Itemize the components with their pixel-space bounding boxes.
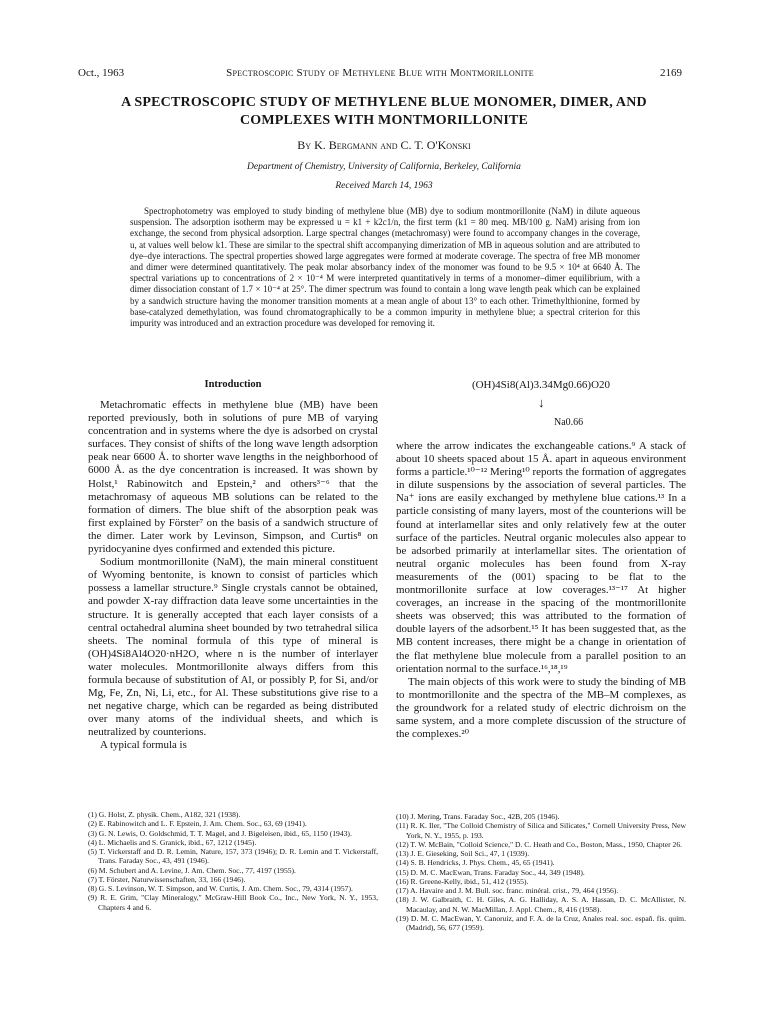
- author-affiliation: Department of Chemistry, University of California, Berkeley, California: [247, 162, 521, 172]
- reference-item: (10) J. Mering, Trans. Faraday Soc., 42B, 205 (1946).: [396, 812, 560, 821]
- running-head: [78, 66, 682, 80]
- right-column: [396, 378, 686, 741]
- abstract: Spectrophotometry was employed to study binding of methylene blue (MB) dye to sodium montmorillonite (NaM) in dilute aqueous suspension. The adsorption isotherm may be expressed u = k1 + k2c1/n, the first term (k1 = 80 meq. MB/100 g. NaM) arising from ion exchange, the second from physical adsorption. Large spectral changes (metachromasy) were found to accompany changes in the coverage, u, at values well below k1. These are similar to the spectral shift accompanying dimerization of MB in aqueous solution and are attributed to dye–dye interactions. The spectral properties showed large aggregates were formed at moderate coverage. The spectra of free MB monomer and dimer were determined quantitatively. The peak molar absorbancy index of the monomer was found to be 9.5 × 10⁴ at 6640 Å. The spectral variations up to concentrations of 2 × 10⁻⁴ M were interpreted quantitatively in terms of a monomer–dimer equilibrium, with a dimer dissociation constant of 1.7 × 10⁻⁴ at 25°. The dimer spectrum was found to contain a long wave length peak which can be explained by a sandwich structure having the monomer transition moments at a mean angle of about 13° to each other. Trimethylthionine, formed by base-catalyzed demethylation, was found chromatographically to be a common impurity in methylene blue; a spectral criterion for this impurity was introduced and an extraction procedure was developed for removing it.: [130, 206, 640, 329]
- reference-item: (15) D. M. C. MacEwan, Trans. Faraday Soc., 44, 349 (1948).: [396, 867, 585, 877]
- reference-item: (12) T. W. McBain, "Colloid Science," D. C. Heath and Co., Boston, Mass., 1950, Chapter 26.: [396, 839, 683, 849]
- issue-date: Oct., 1963: [78, 67, 125, 79]
- body-paragraph: Metachromatic effects in methylene blue (MB) have been reported previously, both in solutions of pure MB of varying concentration and in systems where the dye is adsorbed on crystal surfaces. They consist of shifts of the long wave length adsorption peak near 6600 Å. to shorter wave lengths in the neighborhood of 6000 Å. as the dye concentration is increased. It was shown by Holst,¹ Rabinowitch and Epstein,² and others³⁻⁶ that the metachromasy of aqueous MB solutions can be related to the formation of dimers. The blue shift of the absorption peak was first explained by Förster⁷ on the basis of a sandwich structure of the dimer. Later work by Levinson, Simpson, and Curtis⁸ on pyridocyanine dyes confirmed and extended this picture.: [88, 399, 378, 556]
- reference-item: (13) J. E. Gieseking, Soil Sci., 47, 1 (1939).: [396, 849, 530, 858]
- reference-item: (7) T. Förster, Naturwissenschaften, 33, 166 (1946).: [88, 874, 246, 884]
- section-heading: Introduction: [204, 379, 262, 390]
- reference-item: (19) D. M. C. MacEwan, Y. Canoruiz, and F. A. de la Cruz, Anales real. soc. españ. fís. quím. (Madrid), 56, 677 (1959).: [396, 913, 686, 932]
- reference-item: (18) J. W. Galbraith, C. H. Giles, A. G. Halliday, A. S. A. Hassan, D. C. McAllister, N. Macaulay, and N. W. MacMillan, J. Appl. Chem., 8, 416 (1958).: [396, 895, 686, 914]
- received-date: Received March 14, 1963: [335, 181, 433, 191]
- reference-item: (11) R. K. Iler, "The Colloid Chemistry of Silica and Silicates," Cornell University Press, New York, N. Y., 1955, p. 193.: [396, 821, 686, 840]
- article-title: A SPECTROSCOPIC STUDY OF METHYLENE BLUE MONOMER, DIMER, AND COMPLEXES WITH MONTMORILLONITE: [121, 95, 647, 128]
- reference-item: (14) S. B. Hendricks, J. Phys. Chem., 45, 65 (1941).: [396, 858, 555, 868]
- down-arrow-icon: ↓: [538, 395, 545, 410]
- running-title: Spectroscopic Study of Methylene Blue with Montmorillonite: [226, 67, 534, 79]
- body-paragraph: where the arrow indicates the exchangeable cations.⁹ A stack of about 10 sheets spaced about 15 Å. apart in aqueous environment forms a particle.¹⁰⁻¹² Mering¹⁰ reports the formation of aggregates in dilute suspensions by the association of several particles. The Na⁺ ions are easily exchanged by methylene blue cations.¹³ In a particle consisting of many layers, most of the counterions will be found at interlamellar sites and only relatively few at the outer surface of the particles. Neutral organic molecules also appear to be adsorbed primarily at interlamellar sites. The orientation of neutral organic molecules has been found from X-ray measurements of the (001) spacing to be flat to the montmorillonite surface at low coverages.¹³⁻¹⁷ At higher coverages, an increase in the spacing of the montmorillonite sheets was observed; this was attributed to the formation of double layers of the adsorbent.¹⁵ It has been suggested that, as the MB content increases, there might be a change in orientation of the flat methylene blue molecule from a parallel position to an orientation normal to the surface.¹⁶,¹⁸,¹⁹: [396, 440, 686, 675]
- body-paragraph: Sodium montmorillonite (NaM), the main mineral constituent of Wyoming bentonite, is known to consist of particles which possess a lamellar structure.⁹ Single crystals cannot be obtained, and powder X-ray diffraction data leave some uncertainties in the structure. It is generally accepted that each layer consists of a central octahedral alumina sheet bounded by two tetrahedral silica sheets. The nominal formula of this type of mineral is (OH)4Si8Al4O20·nH2O, where n is the number of interlayer water molecules. Montmorillonite always differs from this formula because of substitution of Al, or possibly P, for Si, and/or Mg, Fe, Zn, Ni, Li, etc., for Al. These substitutions give rise to a net negative charge, which can be regarded as being distributed over many atoms of the individual sheets, and which is neutralized by counterions.: [88, 556, 378, 739]
- body-paragraph: A typical formula is: [100, 739, 187, 752]
- reference-item: (5) T. Vickerstaff and D. R. Lemin, Nature, 157, 373 (1946); D. R. Lemin and T. Vickerstaff, Trans. Faraday Soc., 43, 491 (1946).: [88, 847, 378, 866]
- reference-item: (3) G. N. Lewis, O. Goldschmid, T. T. Magel, and J. Bigeleisen, ibid., 65, 1150 (1943).: [88, 828, 352, 838]
- typical-formula: (OH)4Si8(Al)3.34Mg0.66)O20: [471, 379, 611, 391]
- references-right: [396, 812, 686, 932]
- reference-item: (4) L. Michaelis and S. Granick, ibid., 67, 1212 (1945).: [88, 837, 257, 847]
- left-column: [88, 378, 378, 753]
- exchangeable-cation: Na0.66: [554, 417, 584, 428]
- author-byline: By K. Bergmann and C. T. O'Konski: [297, 138, 471, 152]
- formula-block: [396, 378, 686, 440]
- reference-item: (8) G. S. Levinson, W. T. Simpson, and W. Curtis, J. Am. Chem. Soc., 79, 4314 (1957).: [88, 884, 353, 893]
- reference-item: (1) G. Holst, Z. physik. Chem., A182, 321 (1938).: [88, 810, 241, 819]
- reference-item: (2) E. Rabinowitch and L. F. Epstein, J. Am. Chem. Soc., 63, 69 (1941).: [88, 819, 307, 829]
- reference-item: (17) A. Havaire and J. M. Bull. soc. franc. minéral. crist., 79, 464 (1956).: [396, 886, 619, 895]
- references-left: [88, 810, 378, 912]
- reference-item: (6) M. Schubert and A. Levine, J. Am. Chem. Soc., 77, 4197 (1955).: [88, 865, 296, 875]
- reference-item: (16) R. Greene-Kelly, ibid., 51, 412 (1955).: [396, 876, 529, 886]
- page-number: 2169: [660, 67, 682, 79]
- body-paragraph: The main objects of this work were to study the binding of MB to montmorillonite and the spectra of the MB–M complexes, as the groundwork for a related study of electric dichroism on the same system, and a more complete discussion of the structure of the complexes.²⁰: [396, 675, 686, 741]
- reference-item: (9) R. E. Grim, "Clay Mineralogy," McGraw-Hill Book Co., Inc., New York, N. Y., 1953, Chapters 4 and 6.: [88, 893, 378, 912]
